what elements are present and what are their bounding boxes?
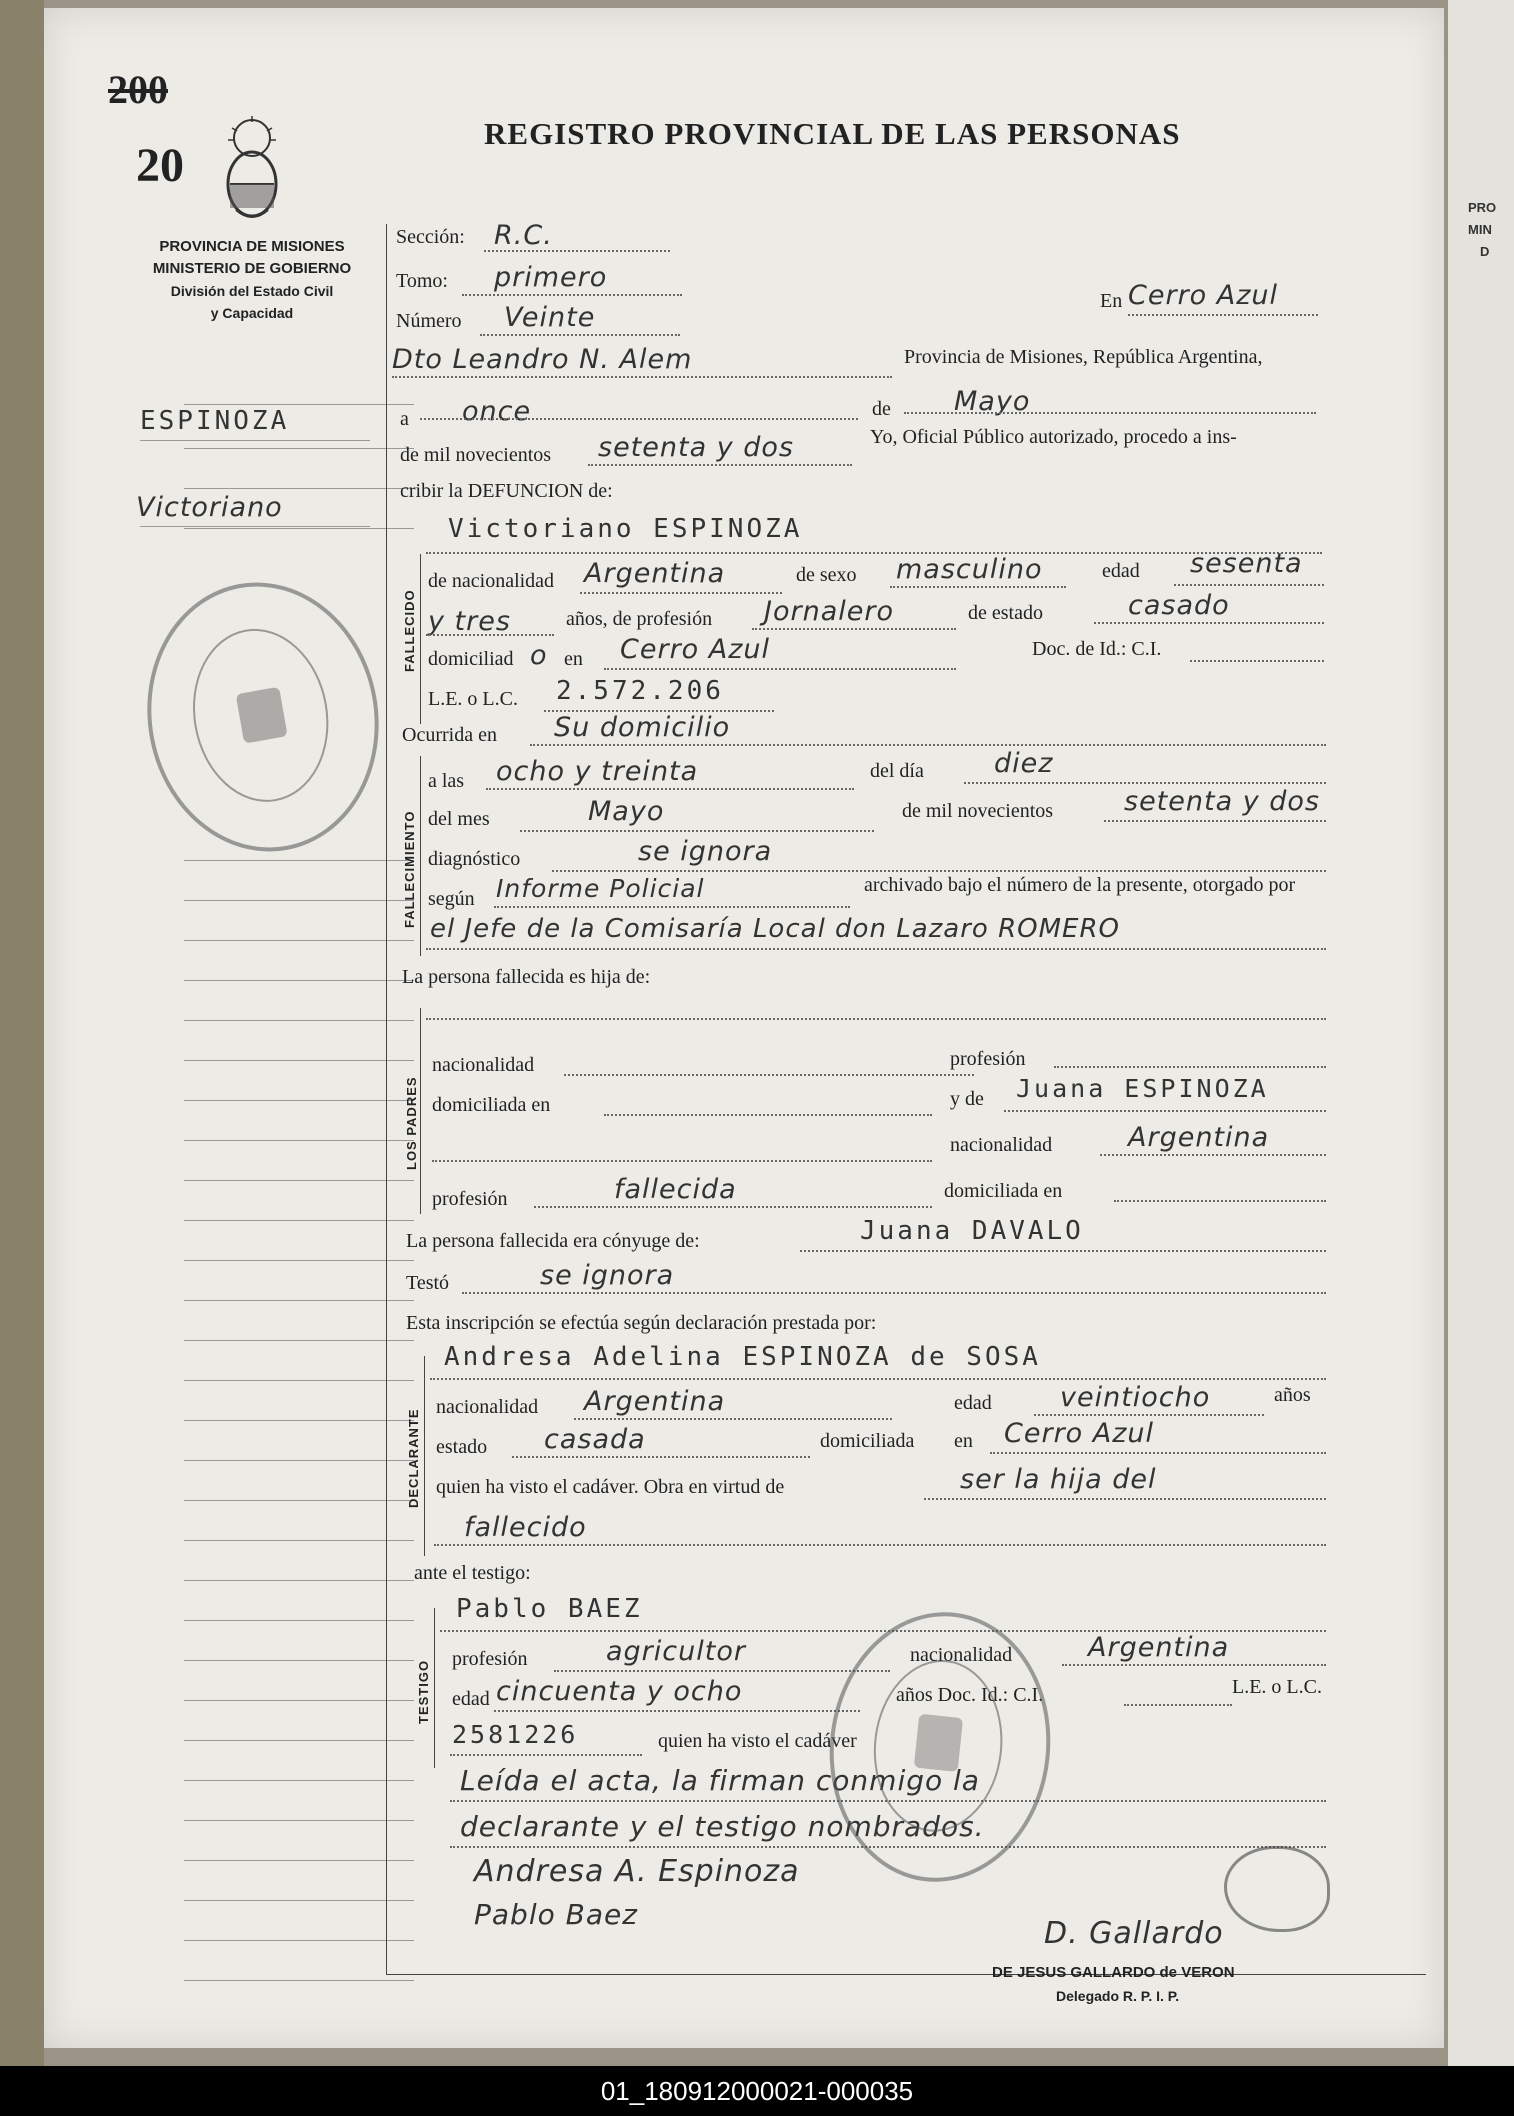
profesion-value: Jornalero [764,596,894,627]
registry-seal-stamp [816,1601,1063,1893]
field-line [430,1378,1326,1380]
testigo-edad-label: edad [452,1688,490,1710]
dia-value: once [462,396,532,427]
mes-label: del mes [428,808,490,830]
document-title: REGISTRO PROVINCIAL DE LAS PERSONAS [484,116,1181,151]
margin-line [184,1620,414,1621]
madre-domiciliada-label: domiciliada en [944,1180,1063,1202]
field-line [512,1456,810,1458]
y-de-label: y de [950,1088,984,1110]
margin-line [184,488,414,489]
folio-number: 20 [136,139,184,192]
testigo-doc-label: años Doc. Id.: C.I. [896,1684,1044,1706]
firma-declarante: Andresa A. Espinoza [474,1854,800,1889]
departamento-value: Dto Leandro N. Alem [392,344,693,375]
estado-label: de estado [968,602,1043,624]
field-line [904,412,1316,414]
testigo-profesion-label: profesión [452,1648,528,1670]
padre-nacionalidad-label: nacionalidad [432,1054,535,1076]
seal-emblem-icon [914,1714,963,1772]
field-line [494,906,850,908]
margin-line [184,1100,414,1101]
image-id-bar [0,2066,1514,2116]
domicilio-value: Cerro Azul [620,634,771,665]
declarante-visto-text: quien ha visto el cadáver. Obra en virtud de [436,1476,785,1498]
declarante-estado-value: casada [544,1424,646,1455]
field-line [520,830,874,832]
testigo-edad-value: cincuenta y ocho [496,1676,743,1707]
domicilio-label: domiciliad [428,648,514,670]
field-line [1124,1704,1232,1706]
section-label-testigo: TESTIGO [416,1659,431,1724]
field-line [1128,314,1318,316]
testigo-le-label: L.E. o L.C. [1232,1676,1322,1698]
section-border [420,554,421,724]
margin-line [184,1020,414,1021]
dia-value: diez [994,748,1054,779]
facing-page-text: D [1480,244,1490,259]
margin-line [184,860,414,861]
padre-domiciliada-label: domiciliada en [432,1094,551,1116]
segun-value: Informe Policial [496,874,705,903]
testo-label: Testó [406,1272,450,1294]
facing-page-text: PRO [1468,200,1497,215]
field-line [990,1452,1326,1454]
field-line [964,782,1326,784]
issuer-ministry: MINISTERIO DE GOBIERNO [152,260,352,277]
firma-oficial: D. Gallardo [1044,1916,1224,1951]
tomo-label: Tomo: [396,270,448,292]
cierre-linea-2: declarante y el testigo nombrados. [460,1810,985,1843]
field-line [554,1670,890,1672]
margin-line [184,1660,414,1661]
field-line [480,334,680,336]
margin-line [184,980,414,981]
le-value: 2.572.206 [556,676,724,706]
declarante-nacionalidad-label: nacionalidad [436,1396,539,1418]
field-line [420,418,858,420]
margin-line [184,940,414,941]
margin-line [184,404,414,405]
sexo-label: de sexo [796,564,857,586]
facing-page-edge [1448,0,1514,2066]
field-line [530,744,1326,746]
margin-line [184,1540,414,1541]
sexo-value: masculino [896,554,1043,585]
issuer-division: División del Estado Civil [170,283,334,299]
mes-value: Mayo [588,796,665,827]
section-label-padres: LOS PADRES [404,1076,419,1170]
testo-value: se ignora [540,1260,675,1291]
section-label-fallecimiento: FALLECIMIENTO [402,810,417,928]
anios-profesion-label: años, de profesión [566,608,713,630]
madre-profesion-value: fallecida [614,1174,737,1205]
margin-surname: ESPINOZA [140,406,290,436]
testigo-le-value: 2581226 [452,1720,579,1749]
field-line [1094,622,1324,624]
testigo-nombre: Pablo BAEZ [456,1594,643,1624]
doc-label: Doc. de Id.: C.I. [1032,638,1162,660]
section-border [420,756,421,956]
facing-page-text: MIN [1468,222,1492,237]
madre-profesion-label: profesión [432,1188,508,1210]
margin-line [184,1900,414,1901]
diagnostico-label: diagnóstico [428,848,521,870]
section-border [434,1608,435,1768]
seccion-value: R.C. [494,220,553,251]
form-border [386,1974,1426,1975]
field-line [432,1160,932,1162]
margin-line [184,1460,414,1461]
issuer-province: PROVINCIA DE MISIONES [159,238,345,255]
declarante-domiciliada-label: domiciliada [820,1430,915,1452]
a-label: a [400,408,409,430]
margin-line [184,1380,414,1381]
field-line [574,1418,892,1420]
testigo-visto-text: quien ha visto el cadáver [658,1730,857,1752]
archivado-text: archivado bajo el número de la presente, otorgado por [864,874,1296,896]
estado-value: casado [1128,590,1230,621]
field-line [1114,1200,1326,1202]
oficial-cargo: Delegado R. P. I. P. [1056,1988,1180,2004]
hora-label: a las [428,770,465,792]
ocurrida-value: Su domicilio [554,712,731,743]
section-label-fallecido: FALLECIDO [402,589,417,672]
testigo-nacionalidad-label: nacionalidad [910,1644,1013,1666]
margin-line [184,1420,414,1421]
declarante-anios-label: años [1274,1384,1311,1406]
diagnostico-value: se ignora [638,836,773,867]
margin-line [184,528,414,529]
field-line [588,464,852,466]
firma-testigo: Pablo Baez [474,1898,638,1931]
section-label-declarante: DECLARANTE [406,1408,421,1508]
seal-emblem-icon [236,687,288,744]
field-line [486,788,854,790]
field-line [1174,584,1324,586]
signature-flourish [1224,1846,1330,1932]
ante-testigo-text: ante el testigo: [414,1562,531,1584]
conyuge-label: La persona fallecida era cónyuge de: [406,1230,700,1252]
registry-seal-stamp [126,564,399,870]
field-line [1004,1110,1326,1112]
padre-profesion-label: profesión [950,1048,1026,1070]
declarante-en-label: en [954,1430,973,1452]
en-value: Cerro Azul [1128,280,1279,311]
anio-value: setenta y dos [1124,786,1320,817]
madre-nombre: Juana ESPINOZA [1016,1074,1269,1103]
field-line [924,1498,1326,1500]
field-line [1190,660,1324,662]
image-id: 01_180912000021-000035 [600,2076,914,2106]
field-line [890,586,1066,588]
field-line [580,592,782,594]
testigo-nacionalidad-value: Argentina [1088,1632,1230,1663]
provincia-text: Provincia de Misiones, República Argentina, [904,346,1263,368]
margin-line [184,900,414,901]
field-line [426,948,1326,950]
declarante-edad-label: edad [954,1392,992,1414]
oficial-text: Yo, Oficial Público autorizado, procedo a ins- [870,426,1237,448]
anio-label: de mil novecientos [400,444,552,466]
margin-line [184,1820,414,1821]
margin-line [140,526,370,527]
field-line [462,1292,1326,1294]
edad-label: edad [1102,560,1140,582]
mes-value: Mayo [954,386,1031,417]
field-line [462,294,682,296]
book-binding [0,0,44,2066]
dia-label: del día [870,760,924,782]
field-line [800,1250,1326,1252]
form-border [386,224,387,1974]
inscripcion-text: Esta inscripción se efectúa según declaración prestada por: [406,1312,877,1334]
folio-old: 200 [108,67,168,112]
inscribir-text: cribir la DEFUNCION de: [400,480,613,502]
field-line [1062,1664,1326,1666]
conyuge-value: Juana DAVALO [860,1216,1084,1246]
declarante-edad-value: veintiocho [1060,1382,1211,1413]
margin-line [184,1220,414,1221]
de-label: de [872,398,891,420]
segun-label: según [428,888,475,910]
margin-line [184,448,414,449]
domicilio-o: o [530,640,548,671]
cierre-linea-1: Leída el acta, la firman conmigo la [460,1764,980,1797]
margin-line [184,1780,414,1781]
margin-line [184,1940,414,1941]
margin-line [184,1980,414,1981]
seccion-label: Sección: [396,226,465,248]
margin-line [184,1580,414,1581]
field-line [426,1018,1326,1020]
declarante-nacionalidad-value: Argentina [584,1386,726,1417]
section-border [420,1008,421,1214]
field-line [392,376,892,378]
nacionalidad-value: Argentina [584,558,726,589]
declarante-domicilio-value: Cerro Azul [1004,1418,1155,1449]
field-line [1034,1414,1264,1416]
numero-label: Número [396,310,462,332]
margin-line [184,1340,414,1341]
fallecido-nombre: Victoriano ESPINOZA [448,514,803,544]
oficial-nombre: DE JESUS GALLARDO de VERON [992,1964,1235,1981]
margin-line [184,1060,414,1061]
field-line [552,870,1326,872]
madre-nacionalidad-value: Argentina [1128,1122,1270,1153]
field-line [1104,820,1326,822]
field-line [1054,1066,1326,1068]
coat-of-arms-icon [216,114,288,224]
margin-line [184,1860,414,1861]
margin-line [184,1700,414,1701]
field-line [450,1754,642,1756]
field-line [604,1114,932,1116]
margin-line [184,1180,414,1181]
numero-value: Veinte [504,302,596,333]
margin-line [184,1500,414,1501]
issuer-division-2: y Capacidad [210,305,294,321]
field-line [604,668,956,670]
section-border [424,1356,425,1556]
certificate-page [44,8,1444,2048]
hija-text: La persona fallecida es hija de: [402,966,651,988]
hora-value: ocho y treinta [496,756,699,787]
declarante-virtud-2: fallecido [464,1512,587,1543]
edad-value-2: y tres [428,606,511,637]
field-line [564,1074,974,1076]
field-line [426,552,1322,554]
margin-line [184,1140,414,1141]
field-line [434,1544,1326,1546]
nacionalidad-label: de nacionalidad [428,570,555,592]
margin-given-name: Victoriano [136,492,283,523]
field-line [1100,1154,1326,1156]
edad-value-1: sesenta [1190,548,1303,579]
declarante-virtud-1: ser la hija del [960,1464,1157,1495]
declarante-nombre: Andresa Adelina ESPINOZA de SOSA [444,1342,1041,1372]
otorgado-value: el Jefe de la Comisaría Local don Lazaro ROMERO [430,914,1120,944]
margin-line [184,1740,414,1741]
tomo-value: primero [494,262,608,293]
testigo-profesion-value: agricultor [606,1636,746,1667]
issuer-block [130,236,374,324]
margin-line [184,1300,414,1301]
domicilio-en-label: en [564,648,583,670]
field-line [426,634,554,636]
field-line [484,250,670,252]
margin-line [184,1260,414,1261]
anio-label: de mil novecientos [902,800,1054,822]
en-label: En [1100,290,1123,312]
le-label: L.E. o L.C. [428,688,518,710]
margin-line [140,440,370,441]
field-line [494,1710,860,1712]
field-line [534,1206,932,1208]
declarante-estado-label: estado [436,1436,488,1458]
field-line [752,628,956,630]
madre-nacionalidad-label: nacionalidad [950,1134,1053,1156]
ocurrida-label: Ocurrida en [402,724,497,746]
anio-value: setenta y dos [598,432,794,463]
